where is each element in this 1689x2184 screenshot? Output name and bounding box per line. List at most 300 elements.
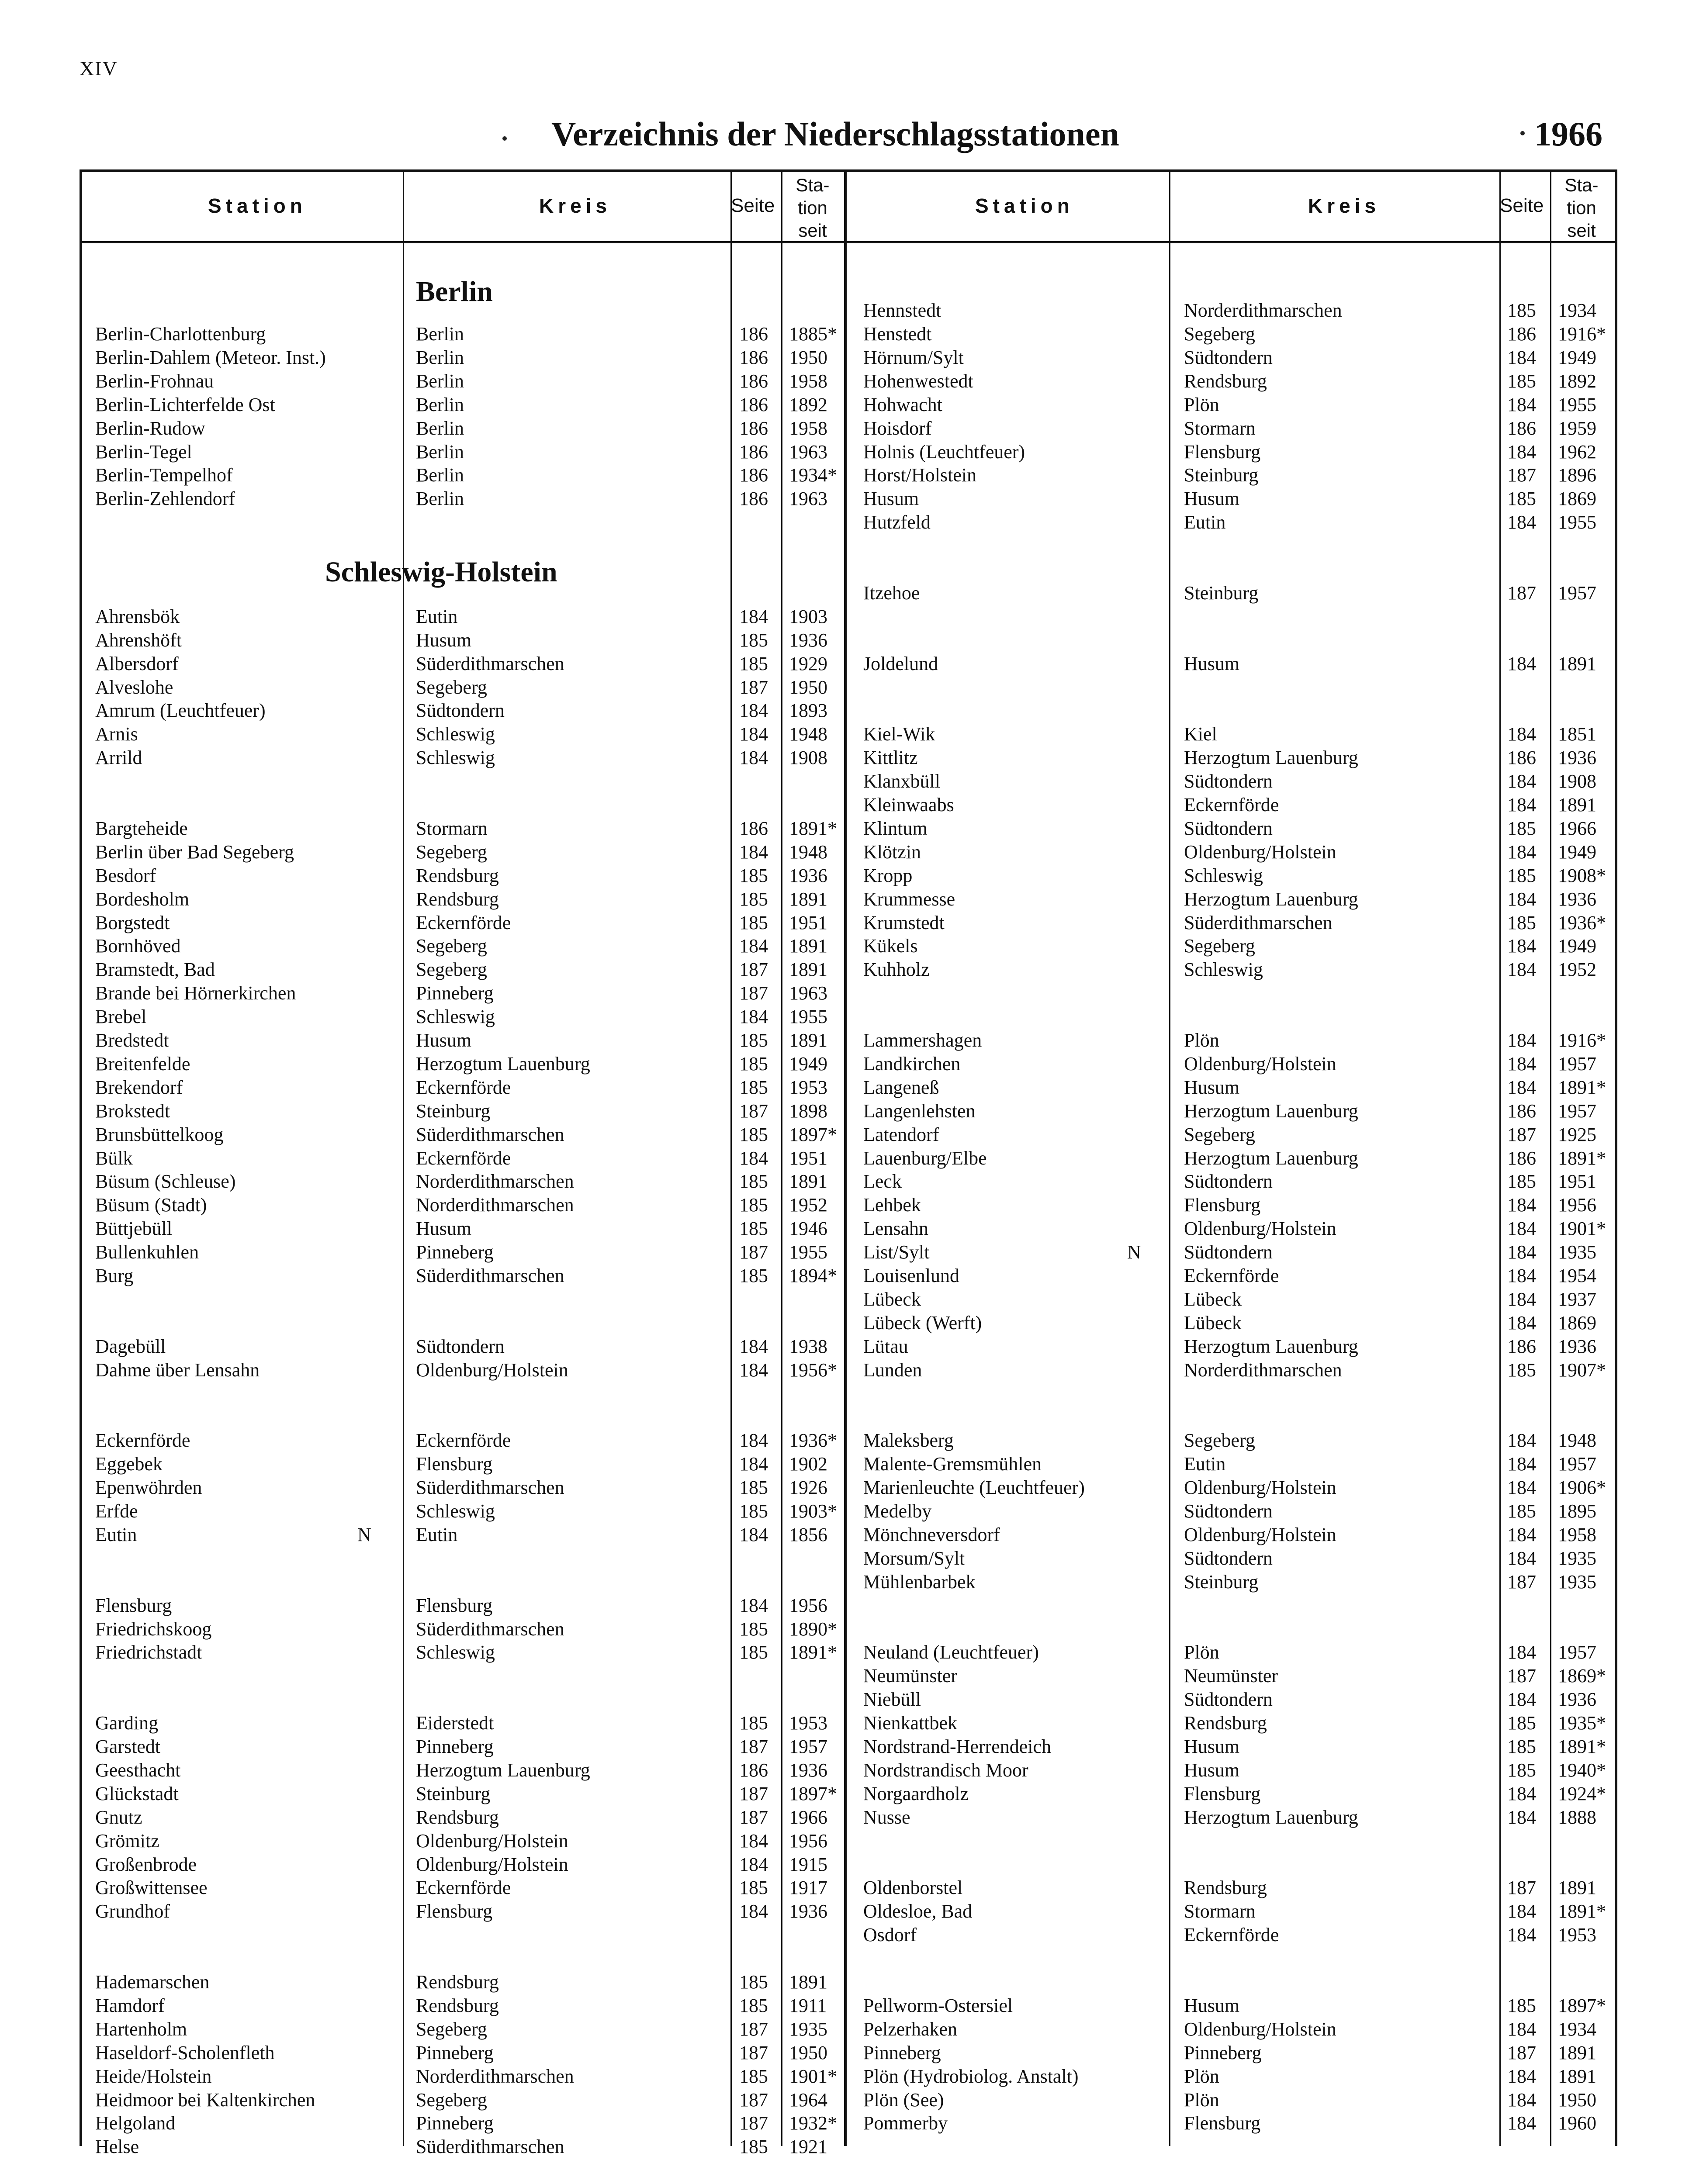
seit-cell: 1937 xyxy=(1558,1289,1596,1310)
kreis-cell: Flensburg xyxy=(1184,2112,1261,2134)
table-row xyxy=(0,1311,1616,1335)
station-mark: N xyxy=(1127,1241,1141,1263)
seit-cell: 1957 xyxy=(1558,1053,1596,1075)
seite-cell: 184 xyxy=(1507,1430,1536,1451)
seite-cell: 184 xyxy=(1507,1548,1536,1569)
kreis-cell: Südtondern xyxy=(416,700,505,721)
station-cell: Bramstedt, Bad xyxy=(95,959,215,980)
station-cell: Louisenlund xyxy=(863,1265,959,1286)
seit-cell: 1948 xyxy=(789,723,827,745)
table-row xyxy=(0,1759,1616,1782)
seite-cell: 184 xyxy=(1507,394,1536,415)
kreis-cell: Rendsburg xyxy=(416,888,499,910)
seite-cell: 184 xyxy=(1507,771,1536,792)
kreis-cell: Plön xyxy=(1184,1030,1219,1051)
seit-cell: 1908 xyxy=(789,747,827,768)
seit-cell: 1896 xyxy=(1558,464,1596,486)
seite-cell: 187 xyxy=(739,982,768,1004)
station-cell: Itzehoe xyxy=(863,582,920,604)
station-cell: Heide/Holstein xyxy=(95,2066,212,2087)
station-cell: Alveslohe xyxy=(95,677,173,698)
seit-cell: 1954 xyxy=(1558,1265,1596,1286)
kreis-cell: Eckernförde xyxy=(416,1877,511,1898)
seit-cell: 1893 xyxy=(789,700,827,721)
seit-cell: 1907* xyxy=(1558,1359,1606,1381)
seite-cell: 187 xyxy=(1507,464,1536,486)
kreis-cell: Süderdithmarschen xyxy=(416,653,564,674)
seit-cell: 1888 xyxy=(1558,1807,1596,1828)
kreis-cell: Schleswig xyxy=(1184,959,1263,980)
seit-cell: 1953 xyxy=(1558,1924,1596,1946)
station-cell: Hohwacht xyxy=(863,394,942,415)
table-row xyxy=(0,1523,1616,1547)
kreis-cell: Rendsburg xyxy=(416,865,499,886)
seit-cell: 1934 xyxy=(1558,2018,1596,2040)
kreis-cell: Eiderstedt xyxy=(416,1712,494,1734)
table-row xyxy=(0,1782,1616,1806)
seit-cell: 1935* xyxy=(1558,1712,1606,1734)
table-row xyxy=(0,511,1616,534)
table-row xyxy=(0,1076,1616,1099)
seite-cell: 184 xyxy=(1507,2112,1536,2134)
station-cell: Hartenholm xyxy=(95,2018,187,2040)
kreis-cell: Plön xyxy=(1184,2089,1219,2111)
header-station-left: Station xyxy=(208,194,307,217)
kreis-cell: Süderdithmarschen xyxy=(416,1265,564,1286)
station-cell: Maleksberg xyxy=(863,1430,954,1451)
seit-cell: 1949 xyxy=(1558,347,1596,368)
seite-cell: 184 xyxy=(1507,441,1536,463)
table-row xyxy=(0,1570,1616,1594)
kreis-cell: Norderdithmarschen xyxy=(1184,1359,1342,1381)
kreis-cell: Eutin xyxy=(416,1524,458,1545)
seite-cell: 184 xyxy=(1507,1241,1536,1263)
seite-cell: 185 xyxy=(739,1171,768,1192)
seit-cell: 1946 xyxy=(789,1218,827,1239)
kreis-cell: Eckernförde xyxy=(416,912,511,933)
seit-cell: 1903 xyxy=(789,606,827,627)
kreis-cell: Oldenburg/Holstein xyxy=(1184,1053,1336,1075)
station-cell: Hoisdorf xyxy=(863,418,932,439)
station-cell: Latendorf xyxy=(863,1124,939,1145)
station-cell: Friedrichskoog xyxy=(95,1618,212,1640)
table-row xyxy=(0,1641,1616,1664)
seite-cell: 184 xyxy=(739,1595,768,1616)
table-row xyxy=(0,981,843,1005)
kreis-cell: Südtondern xyxy=(1184,818,1273,839)
station-cell: Garstedt xyxy=(95,1736,161,1757)
seite-cell: 187 xyxy=(739,1807,768,1828)
header-seit-line1: Sta- xyxy=(796,175,830,195)
seit-cell: 1952 xyxy=(789,1194,827,1216)
seit-cell: 1949 xyxy=(1558,935,1596,957)
table-row xyxy=(0,2135,843,2159)
station-cell: Glückstadt xyxy=(95,1783,179,1804)
kreis-cell: Steinburg xyxy=(1184,1571,1259,1593)
seite-cell: 184 xyxy=(1507,1453,1536,1475)
table-row xyxy=(0,934,1616,958)
seite-cell: 184 xyxy=(1507,1194,1536,1216)
station-cell: Pommerby xyxy=(863,2112,948,2134)
station-cell: Albersdorf xyxy=(95,653,179,674)
station-cell: Norgaardholz xyxy=(863,1783,969,1804)
seit-cell: 1891* xyxy=(789,818,837,839)
seit-cell: 1851 xyxy=(1558,723,1596,745)
seite-cell: 187 xyxy=(739,2112,768,2134)
kreis-cell: Südtondern xyxy=(1184,1689,1273,1710)
seit-cell: 1958 xyxy=(789,370,827,392)
seit-cell: 1948 xyxy=(1558,1430,1596,1451)
seit-cell: 1915 xyxy=(789,1854,827,1875)
seite-cell: 187 xyxy=(739,1736,768,1757)
kreis-cell: Flensburg xyxy=(1184,441,1261,463)
station-cell: Pelzerhaken xyxy=(863,2018,957,2040)
station-cell: Lensahn xyxy=(863,1218,929,1239)
table-row xyxy=(0,1876,1616,1900)
kreis-cell: Flensburg xyxy=(416,1901,493,1922)
page-number: XIV xyxy=(80,57,118,79)
kreis-cell: Husum xyxy=(1184,1759,1240,1781)
station-cell: Niebüll xyxy=(863,1689,921,1710)
seit-cell: 1936 xyxy=(789,1759,827,1781)
seit-cell: 1935 xyxy=(1558,1548,1596,1569)
station-cell: Heidmoor bei Kaltenkirchen xyxy=(95,2089,315,2111)
station-cell: Plön (Hydrobiolog. Anstalt) xyxy=(863,2066,1079,2087)
station-cell: Büsum (Schleuse) xyxy=(95,1171,236,1192)
table-row xyxy=(0,1994,1616,2018)
seite-cell: 185 xyxy=(739,1030,768,1051)
station-cell: Neumünster xyxy=(863,1665,958,1686)
kreis-cell: Rendsburg xyxy=(1184,1877,1267,1898)
header-seit-left xyxy=(786,174,839,242)
station-cell: Marienleuchte (Leuchtfeuer) xyxy=(863,1477,1085,1498)
table-row xyxy=(0,722,1616,746)
station-cell: Ahrenshöft xyxy=(95,629,182,651)
kreis-cell: Norderdithmarschen xyxy=(416,1194,574,1216)
kreis-cell: Schleswig xyxy=(416,723,495,745)
seite-cell: 186 xyxy=(1507,1336,1536,1357)
seite-cell: 185 xyxy=(1507,912,1536,933)
table-row xyxy=(0,1829,843,1853)
seite-cell: 187 xyxy=(1507,1877,1536,1898)
seite-cell: 186 xyxy=(739,1759,768,1781)
kreis-cell: Stormarn xyxy=(416,818,488,839)
seit-cell: 1916* xyxy=(1558,1030,1606,1051)
station-cell: Berlin-Rudow xyxy=(95,418,205,439)
seite-cell: 186 xyxy=(1507,323,1536,345)
table-row xyxy=(0,322,1616,346)
seite-cell: 185 xyxy=(1507,488,1536,509)
table-row xyxy=(0,1029,1616,1052)
seit-cell: 1901* xyxy=(789,2066,837,2087)
header-kreis-left: Kreis xyxy=(539,194,612,217)
station-cell: Horst/Holstein xyxy=(863,464,977,486)
header-kreis-right: Kreis xyxy=(1308,194,1381,217)
seit-cell: 1890* xyxy=(789,1618,837,1640)
station-cell: Kiel-Wik xyxy=(863,723,935,745)
seite-cell: 185 xyxy=(1507,1500,1536,1522)
seite-cell: 184 xyxy=(739,1359,768,1381)
station-cell: Großwittensee xyxy=(95,1877,208,1898)
kreis-cell: Husum xyxy=(1184,488,1240,509)
station-cell: Friedrichstadt xyxy=(95,1641,202,1663)
kreis-cell: Segeberg xyxy=(416,2089,487,2111)
station-cell: Husum xyxy=(863,488,919,509)
seit-cell: 1958 xyxy=(1558,1524,1596,1545)
kreis-cell: Oldenburg/Holstein xyxy=(416,1854,568,1875)
station-cell: Lehbek xyxy=(863,1194,921,1216)
seit-cell: 1895 xyxy=(1558,1500,1596,1522)
seit-cell: 1957 xyxy=(1558,1641,1596,1663)
table-row xyxy=(0,346,1616,370)
seite-cell: 185 xyxy=(739,1971,768,1993)
seit-cell: 1936 xyxy=(1558,1689,1596,1710)
seite-cell: 185 xyxy=(739,1712,768,1734)
seit-cell: 1966 xyxy=(1558,818,1596,839)
seite-cell: 186 xyxy=(739,370,768,392)
kreis-cell: Rendsburg xyxy=(1184,1712,1267,1734)
section-heading-berlin: Berlin xyxy=(416,276,493,308)
table-row xyxy=(0,1005,843,1029)
table-row xyxy=(0,1923,1616,1947)
station-cell: Pinneberg xyxy=(863,2042,941,2063)
station-cell: Großenbrode xyxy=(95,1854,197,1875)
kreis-cell: Herzogtum Lauenburg xyxy=(1184,888,1358,910)
table-row xyxy=(0,1099,1616,1123)
station-cell: Hohenwestedt xyxy=(863,370,973,392)
table-row xyxy=(0,1476,1616,1500)
seite-cell: 185 xyxy=(739,1877,768,1898)
seite-cell: 184 xyxy=(739,747,768,768)
kreis-cell: Eckernförde xyxy=(1184,1265,1279,1286)
table-row xyxy=(0,2018,1616,2041)
seit-cell: 1902 xyxy=(789,1453,827,1475)
station-cell: Brande bei Hörnerkirchen xyxy=(95,982,296,1004)
table-row xyxy=(0,770,1616,793)
seite-cell: 187 xyxy=(739,1783,768,1804)
seite-cell: 187 xyxy=(1507,2042,1536,2063)
seite-cell: 184 xyxy=(1507,1807,1536,1828)
seite-cell: 184 xyxy=(1507,794,1536,816)
station-cell: Nusse xyxy=(863,1807,910,1828)
table-row xyxy=(0,605,843,629)
seit-cell: 1938 xyxy=(789,1336,827,1357)
seite-cell: 187 xyxy=(739,2089,768,2111)
seit-cell: 1950 xyxy=(789,2042,827,2063)
kreis-cell: Herzogtum Lauenburg xyxy=(1184,747,1358,768)
station-cell: Lunden xyxy=(863,1359,922,1381)
station-cell: List/Sylt xyxy=(863,1241,930,1263)
station-cell: Haseldorf-Scholenfleth xyxy=(95,2042,275,2063)
seit-cell: 1956 xyxy=(789,1830,827,1852)
kreis-cell: Stormarn xyxy=(1184,1901,1256,1922)
station-cell: Plön (See) xyxy=(863,2089,944,2111)
station-cell: Hamdorf xyxy=(95,1995,165,2016)
kreis-cell: Husum xyxy=(1184,1736,1240,1757)
seite-cell: 184 xyxy=(739,841,768,863)
seit-cell: 1951 xyxy=(1558,1171,1596,1192)
seite-cell: 184 xyxy=(1507,1265,1536,1286)
station-cell: Epenwöhrden xyxy=(95,1477,202,1498)
table-row xyxy=(0,299,1616,322)
seite-cell: 187 xyxy=(1507,1571,1536,1593)
seite-cell: 186 xyxy=(1507,418,1536,439)
table-row xyxy=(0,746,1616,770)
kreis-cell: Schleswig xyxy=(1184,865,1263,886)
title-dot xyxy=(502,136,507,141)
station-mark: N xyxy=(357,1524,371,1545)
kreis-cell: Segeberg xyxy=(416,2018,487,2040)
station-cell: Oldenborstel xyxy=(863,1877,963,1898)
seite-cell: 184 xyxy=(1507,1030,1536,1051)
kreis-cell: Norderdithmarschen xyxy=(1184,300,1342,321)
kreis-cell: Oldenburg/Holstein xyxy=(416,1830,568,1852)
station-cell: Brebel xyxy=(95,1006,147,1027)
seit-cell: 1957 xyxy=(1558,1453,1596,1475)
table-row xyxy=(0,463,1616,487)
seite-cell: 185 xyxy=(739,1265,768,1286)
seite-cell: 184 xyxy=(1507,1641,1536,1663)
seite-cell: 185 xyxy=(1507,1736,1536,1757)
seite-cell: 187 xyxy=(739,677,768,698)
header-seit-line2: tion xyxy=(1567,197,1596,218)
station-cell: Henstedt xyxy=(863,323,932,345)
seit-cell: 1955 xyxy=(1558,394,1596,415)
station-cell: Kittlitz xyxy=(863,747,918,768)
seit-cell: 1901* xyxy=(1558,1218,1606,1239)
kreis-cell: Kiel xyxy=(1184,723,1217,745)
kreis-cell: Berlin xyxy=(416,394,464,415)
seit-cell: 1956 xyxy=(1558,1194,1596,1216)
table-row xyxy=(0,1900,1616,1923)
seit-cell: 1957 xyxy=(1558,582,1596,604)
seit-cell: 1925 xyxy=(1558,1124,1596,1145)
seit-cell: 1950 xyxy=(789,347,827,368)
seite-cell: 185 xyxy=(1507,370,1536,392)
seit-cell: 1936 xyxy=(1558,747,1596,768)
seite-cell: 185 xyxy=(739,1218,768,1239)
seite-cell: 187 xyxy=(739,2042,768,2063)
seite-cell: 186 xyxy=(739,418,768,439)
seite-cell: 185 xyxy=(739,1124,768,1145)
table-row xyxy=(0,2065,1616,2088)
seite-cell: 185 xyxy=(1507,1359,1536,1381)
seite-cell: 186 xyxy=(739,394,768,415)
kreis-cell: Rendsburg xyxy=(1184,370,1267,392)
table-row xyxy=(0,1970,843,1994)
kreis-cell: Oldenburg/Holstein xyxy=(416,1359,568,1381)
kreis-cell: Lübeck xyxy=(1184,1312,1242,1334)
page-year: 1966 xyxy=(1534,115,1602,153)
seite-cell: 184 xyxy=(1507,2018,1536,2040)
kreis-cell: Südtondern xyxy=(1184,347,1273,368)
station-cell: Oldesloe, Bad xyxy=(863,1901,973,1922)
table-row xyxy=(0,1288,1616,1311)
kreis-cell: Schleswig xyxy=(416,747,495,768)
kreis-cell: Pinneberg xyxy=(1184,2042,1262,2063)
station-cell: Arrild xyxy=(95,747,142,768)
station-cell: Landkirchen xyxy=(863,1053,961,1075)
kreis-cell: Süderdithmarschen xyxy=(416,1477,564,1498)
seit-cell: 1891 xyxy=(789,1030,827,1051)
seite-cell: 186 xyxy=(1507,1147,1536,1169)
kreis-cell: Eutin xyxy=(1184,511,1226,533)
station-cell: Bornhöved xyxy=(95,935,181,957)
kreis-cell: Südtondern xyxy=(1184,771,1273,792)
seite-cell: 185 xyxy=(739,1077,768,1098)
seit-cell: 1891 xyxy=(1558,1877,1596,1898)
seite-cell: 185 xyxy=(1507,865,1536,886)
station-cell: Berlin-Zehlendorf xyxy=(95,488,235,509)
station-cell: Erfde xyxy=(95,1500,138,1522)
seit-cell: 1963 xyxy=(789,488,827,509)
station-cell: Nordstrand-Herrendeich xyxy=(863,1736,1052,1757)
seite-cell: 187 xyxy=(739,1241,768,1263)
seit-cell: 1903* xyxy=(789,1500,837,1522)
station-cell: Brekendorf xyxy=(95,1077,183,1098)
kreis-cell: Herzogtum Lauenburg xyxy=(1184,1336,1358,1357)
seite-cell: 185 xyxy=(1507,1995,1536,2016)
kreis-cell: Steinburg xyxy=(1184,464,1259,486)
kreis-cell: Pinneberg xyxy=(416,1736,494,1757)
seite-cell: 184 xyxy=(1507,347,1536,368)
seite-cell: 184 xyxy=(739,723,768,745)
station-cell: Lütau xyxy=(863,1336,908,1357)
kreis-cell: Süderdithmarschen xyxy=(1184,912,1333,933)
seit-cell: 1897* xyxy=(789,1124,837,1145)
station-cell: Pellworm-Ostersiel xyxy=(863,1995,1013,2016)
seit-cell: 1950 xyxy=(789,677,827,698)
seit-cell: 1957 xyxy=(789,1736,827,1757)
table-row xyxy=(0,1147,1616,1170)
station-cell: Kleinwaabs xyxy=(863,794,954,816)
kreis-cell: Berlin xyxy=(416,347,464,368)
seit-cell: 1891 xyxy=(1558,653,1596,674)
station-cell: Berlin-Dahlem (Meteor. Inst.) xyxy=(95,347,326,368)
kreis-cell: Plön xyxy=(1184,394,1219,415)
table-row xyxy=(0,1500,1616,1523)
seite-cell: 187 xyxy=(739,2018,768,2040)
kreis-cell: Südtondern xyxy=(1184,1241,1273,1263)
kreis-cell: Neumünster xyxy=(1184,1665,1278,1686)
seite-cell: 184 xyxy=(739,935,768,957)
station-cell: Flensburg xyxy=(95,1595,172,1616)
kreis-cell: Südtondern xyxy=(1184,1171,1273,1192)
seit-cell: 1936 xyxy=(789,865,827,886)
station-cell: Berlin-Charlottenburg xyxy=(95,323,266,345)
seite-cell: 184 xyxy=(739,606,768,627)
seite-cell: 185 xyxy=(739,629,768,651)
station-cell: Mönchneversdorf xyxy=(863,1524,1000,1545)
kreis-cell: Süderdithmarschen xyxy=(416,2136,564,2157)
seite-cell: 186 xyxy=(739,464,768,486)
table-row xyxy=(0,864,1616,888)
kreis-cell: Plön xyxy=(1184,1641,1219,1663)
table-row xyxy=(0,911,1616,935)
seite-cell: 186 xyxy=(739,347,768,368)
seite-cell: 184 xyxy=(1507,1477,1536,1498)
seite-cell: 184 xyxy=(1507,841,1536,863)
table-row xyxy=(0,1217,1616,1241)
station-cell: Nienkattbek xyxy=(863,1712,958,1734)
table-row xyxy=(0,581,1616,605)
kreis-cell: Segeberg xyxy=(416,677,487,698)
table-row xyxy=(0,1123,1616,1147)
kreis-cell: Eckernförde xyxy=(416,1430,511,1451)
station-cell: Joldelund xyxy=(863,653,938,674)
seit-cell: 1885* xyxy=(789,323,837,345)
seit-cell: 1891 xyxy=(1558,2066,1596,2087)
